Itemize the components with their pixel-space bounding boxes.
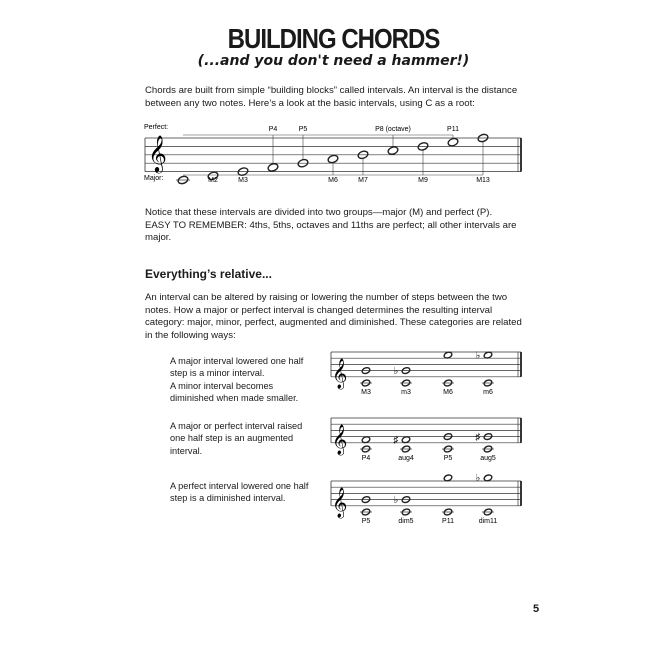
interval-label: dim11 [478, 517, 498, 525]
treble-clef-icon: 𝄞 [332, 423, 348, 454]
major-interval-label: M6 [328, 177, 338, 184]
rule-1-line: A major interval lowered one half [170, 356, 304, 366]
rule-1-line: step is a minor interval. [170, 368, 265, 379]
relative-line-3: category: major, minor, perfect, augmented and diminished. These categories are related [145, 317, 522, 328]
notice-line-3: major. [145, 232, 172, 243]
rule-2-line: A major or perfect interval raised [170, 421, 303, 431]
relative-line-2: notes. How a major or perfect interval is changed determines the resulting interval [145, 304, 493, 316]
whole-note [443, 474, 452, 482]
flat-icon: ♭ [393, 365, 399, 377]
perfect-interval-label: P8 (octave) [375, 126, 411, 133]
major-interval-label: M9 [418, 177, 428, 184]
rule-3-line: step is a diminished interval. [170, 493, 286, 504]
intro-line-1: Chords are built from simple “building blocks” called intervals. An interval is the distance [145, 85, 518, 96]
sharp-icon: ♯ [475, 431, 481, 443]
major-interval-label: M7 [358, 177, 368, 184]
flat-icon: ♭ [393, 494, 399, 506]
major-interval-label: M13 [476, 177, 490, 184]
interval-label: M3 [361, 388, 371, 396]
interval-label: P4 [361, 454, 371, 462]
perfect-interval-label: P5 [298, 126, 308, 133]
rule-3-line: A perfect interval lowered one half [170, 481, 309, 491]
whole-note [361, 436, 370, 444]
interval-label: P5 [361, 517, 371, 525]
interval-label: m3 [401, 388, 411, 396]
intro-line-2: between any two notes. Here’s a look at the basic intervals, using C as a root: [145, 97, 475, 109]
rule-2-staff [331, 418, 521, 462]
major-interval-label: M3 [238, 177, 248, 184]
whole-note [401, 436, 410, 444]
major-row-label: Major: [144, 175, 164, 182]
page-number: 5 [533, 603, 540, 615]
rule-1-line: diminished when made smaller. [170, 393, 299, 404]
interval-label: m6 [483, 388, 493, 396]
treble-clef-icon: 𝄞 [148, 135, 167, 171]
interval-label: dim5 [398, 517, 414, 525]
interval-label: aug5 [480, 454, 496, 462]
interval-label: P5 [443, 454, 453, 462]
whole-note [443, 351, 452, 359]
rule-1-line: A minor interval becomes [170, 380, 274, 391]
whole-note [483, 474, 492, 482]
page-title: BUILDING CHORDS [227, 23, 440, 55]
major-interval-label: M2 [208, 177, 218, 184]
relative-line-1: An interval can be altered by raising or lowering the number of steps between the two [145, 292, 508, 303]
notice-line-1: Notice that these intervals are divided into two groups—major (M) and perfect (P). [145, 207, 493, 218]
section-heading: Everything’s relative... [145, 267, 272, 281]
perfect-interval-label: P11 [447, 126, 459, 133]
flat-icon: ♭ [475, 350, 481, 362]
rule-2-line: interval. [170, 445, 203, 456]
perfect-row-label: Perfect: [144, 124, 169, 131]
rule-3-staff [331, 473, 521, 525]
treble-clef-icon: 𝄞 [332, 486, 348, 517]
flat-icon: ♭ [475, 473, 481, 485]
perfect-interval-label: P4 [268, 126, 278, 133]
rule-2-line: one half step is an augmented [170, 433, 294, 444]
notice-line-2: EASY TO REMEMBER: 4ths, 5ths, octaves and 11ths are perfect; all other intervals are [145, 219, 517, 231]
page-subtitle: (...and you don't need a hammer!) [197, 53, 470, 69]
treble-clef-icon: 𝄞 [332, 357, 348, 388]
rule-1-staff [331, 350, 521, 395]
interval-label: M6 [443, 388, 453, 396]
interval-label: aug4 [398, 454, 414, 462]
sharp-icon: ♯ [393, 435, 399, 446]
whole-note [483, 351, 492, 359]
interval-label: P11 [442, 517, 454, 525]
relative-line-4: in the following ways: [145, 329, 236, 341]
